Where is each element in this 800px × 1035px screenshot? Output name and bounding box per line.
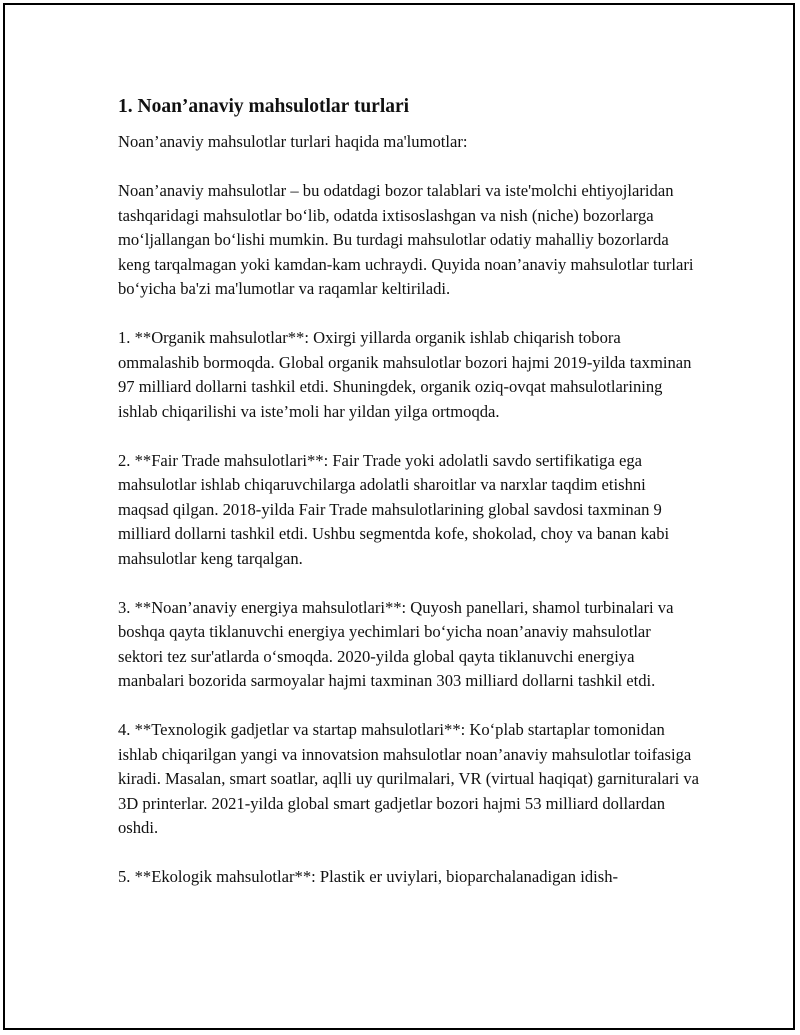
- paragraph-gap: [118, 571, 700, 596]
- paragraph-gap: [118, 841, 700, 866]
- document-body: [118, 94, 700, 890]
- overview-paragraph: Noan’anaviy mahsulotlar – bu odatdagi bozor talablari va iste'molchi ehtiyojlaridan tashqaridagi mahsulotlar bo‘lib, odatda ixtisoslashgan va nish (niche) bozorlarga mo‘ljallangan bo‘lishi mumkin. Bu turdagi mahsulotlar odatiy mahalliy bozorlarda keng tarqalmagan yoki kamdan-kam uchraydi. Quyida noan’anaviy mahsulotlar turlari bo‘yicha ba'zi ma'lumotlar va raqamlar keltiriladi.: [118, 181, 694, 298]
- paragraph-gap: [118, 155, 700, 180]
- paragraph-gap: [118, 694, 700, 719]
- section-heading: 1. Noan’anaviy mahsulotlar turlari: [118, 96, 410, 117]
- list-item-gadgets: 4. **Texnologik gadjetlar va startap mahsulotlari**: Ko‘plab startaplar tomonidan ishlab chiqarilgan yangi va innovatsion mahsulotlar noan’anaviy mahsulotlar toifasiga kiradi. Masalan, smart soatlar, aqlli uy qurilmalari, VR (virtual haqiqat) garnituralari va 3D printerlar. 2021-yilda global smart gadjetlar bozori hajmi 53 milliard dollardan oshdi.: [118, 720, 700, 837]
- list-item-fair-trade: 2. **Fair Trade mahsulotlari**: Fair Trade yoki adolatli savdo sertifikatiga ega mahsulotlar ishlab chiqaruvchilarga adolatli sharoitlar va narxlar taqdim etishni maqsad qilgan. 2018-yilda Fair Trade mahsulotlarining global savdosi taxminan 9 milliard dollarni tashkil etdi. Ushbu segmentda kofe, shokolad, choy va banan kabi mahsulotlar keng tarqalgan.: [118, 450, 670, 568]
- intro-paragraph: Noan’anaviy mahsulotlar turlari haqida ma'lumotlar:: [118, 132, 468, 151]
- list-item-organic: 1. **Organik mahsulotlar**: Oxirgi yillarda organik ishlab chiqarish tobora ommalashib bormoqda. Global organik mahsulotlar bozori hajmi 2019-yilda taxminan 97 milliard dollarni tashkil etdi. Shuningdek, organik oziq-ovqat mahsulotlarining ishlab chiqarilishi va iste’moli har yildan yilga ortmoqda.: [118, 328, 692, 421]
- paragraph-gap: [118, 302, 700, 327]
- paragraph-gap: [118, 424, 700, 449]
- list-item-energy: 3. **Noan’anaviy energiya mahsulotlari**: Quyosh panellari, shamol turbinalari va boshqa qayta tiklanuvchi energiya yechimlari bo‘yicha noan’anaviy mahsulotlar sektori tez sur'atlarda o‘smoqda. 2020-yilda global qayta tiklanuvchi energiya manbalari bozorida sarmoyalar hajmi taxminan 303 milliard dollarni tashkil etdi.: [118, 597, 674, 690]
- list-item-ecological: 5. **Ekologik mahsulotlar**: Plastik er uviylari, bioparchalanadigan idish-: [118, 867, 619, 886]
